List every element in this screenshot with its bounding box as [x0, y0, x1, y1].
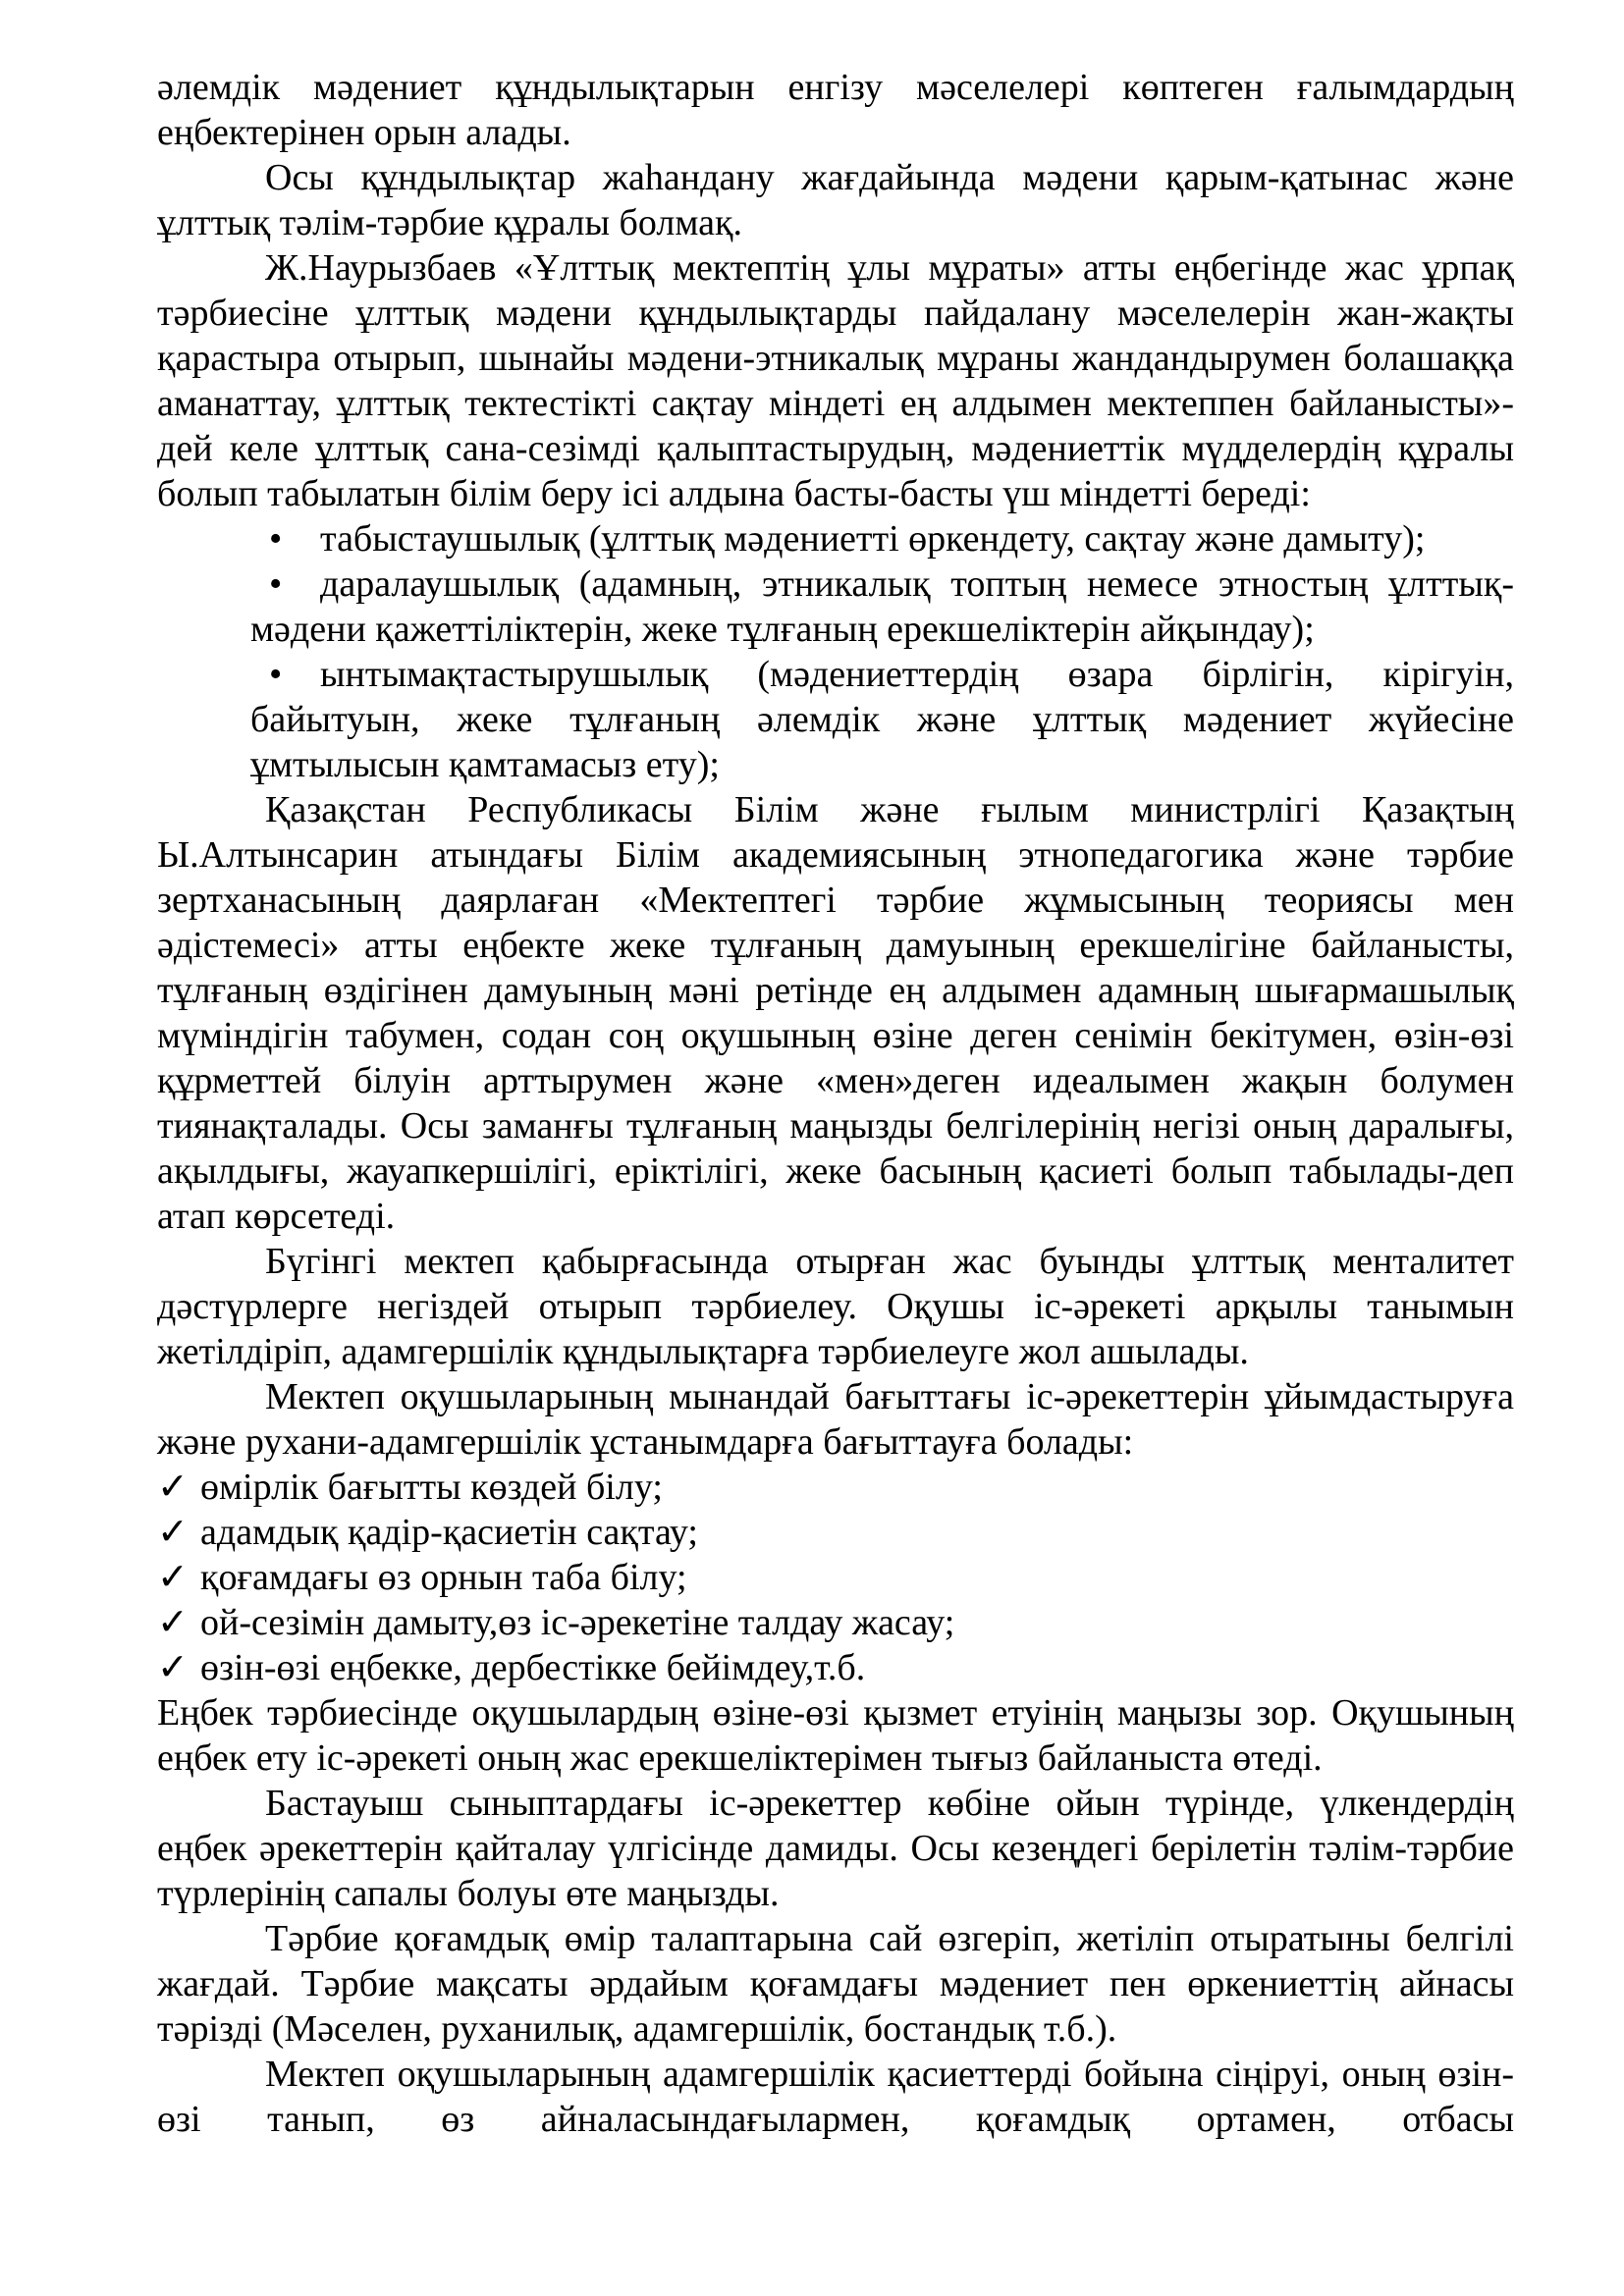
paragraph-continues-next-page: Мектеп оқушыларының адамгершілік қасиеттерді бойына сіңіруі, оның өзін-өзі танып, өз айналасындағылармен, қоғамдық ортамен, отбасы — [157, 2054, 1514, 2140]
paragraph: Еңбек тәрбиесінде оқушылардың өзіне-өзі қызмет етуінің маңызы зор. Оқушының еңбек ету іс-әрекеті оның жас ерекшеліктерімен тығыз байланыста өтеді. — [157, 1692, 1514, 1779]
paragraph: Ж.Наурызбаев «Ұлттық мектептің ұлы мұраты» атты еңбегінде жас ұрпақ тәрбиесіне ұлттық мәдени құндылықтарды пайдалану мәселелерін жан-жақты қарастыра отырып, шынайы мәдени-этникалық мұраны жандандырумен болашаққа аманаттау, ұлттық тектестікті сақтау міндеті ең алдымен мектеппен байланысты»-дей келе ұлттық сана-сезімді қалыптастырудың, мәдениеттік мүдделердің құралы болып табылатын білім беру ісі алдына басты-басты үш міндетті береді: — [157, 247, 1514, 514]
bullet-item-text: ынтымақтастырушылық (мәдениеттердің өзара бірлігін, кірігуін, байытуын, жеке тұлғаның әлемдік және ұлттық мәдениет жүйесіне ұмтылысын қамтамасыз ету); — [250, 654, 1514, 785]
check-item-text: өзін-өзі еңбекке, дербестікке бейімдеу,т.б. — [200, 1647, 866, 1688]
checkmark-icon: ✓ — [157, 1467, 189, 1508]
checkmark-icon: ✓ — [157, 1602, 189, 1643]
bullet-item-text: табыстаушылық (ұлттық мәдениетті өркендету, сақтау және дамыту); — [320, 518, 1426, 560]
bullet-item-text: даралаушылық (адамның, этникалық топтың немесе этностың ұлттық-мәдени қажеттіліктерін, жеке тұлғаның ерекшеліктерін айқындау); — [250, 563, 1514, 650]
bullet-icon: • — [269, 518, 283, 560]
checkmark-icon: ✓ — [157, 1557, 189, 1598]
paragraph: Тәрбие қоғамдық өмір талаптарына сай өзгеріп, жетіліп отыратыны белгілі жағдай. Тәрбие мақсаты әрдайым қоғамдағы мәдениет пен өркениеттің айнасы тәрізді (Мәселен, руханилық, адамгершілік, бостандық т.б.). — [157, 1918, 1514, 2050]
check-list-item — [157, 1600, 1514, 1645]
paragraph: Бүгінгі мектеп қабырғасында отырған жас буынды ұлттық менталитет дәстүрлерге негіздей отырып тәрбиелеу. Оқушы іс-әрекеті арқылы танымын жетілдіріп, адамгершілік құндылықтарға тәрбиелеуге жол ашылады. — [157, 1241, 1514, 1372]
check-list-item — [157, 1510, 1514, 1555]
check-item-text: адамдық қадір-қасиетін сақтау; — [200, 1512, 698, 1553]
bullet-list-item — [157, 516, 1514, 561]
bullet-list-item — [157, 561, 1514, 652]
paragraph: Осы құндылықтар жаһандану жағдайында мәдени қарым-қатынас және ұлттық тәлім-тәрбие құралы болмақ. — [157, 157, 1514, 243]
check-item-text: ой-сезімін дамыту,өз іс-әрекетіне талдау жасау; — [200, 1602, 955, 1643]
check-list-item — [157, 1645, 1514, 1690]
check-item-text: қоғамдағы өз орнын таба білу; — [200, 1557, 687, 1598]
bullet-icon: • — [269, 563, 283, 605]
checkmark-icon: ✓ — [157, 1512, 189, 1553]
paragraph: Бастауыш сыныптардағы іс-әрекеттер көбіне ойын түрінде, үлкендердің еңбек әрекеттерін қайталау үлгісінде дамиды. Осы кезеңдегі берілетін тәлім-тәрбие түрлерінің сапалы болуы өте маңызды. — [157, 1783, 1514, 1914]
checkmark-icon: ✓ — [157, 1647, 189, 1688]
paragraph: Мектеп оқушыларының мынандай бағыттағы іс-әрекеттерін ұйымдастыруға және рухани-адамгершілік ұстанымдарға бағыттауға болады: — [157, 1376, 1514, 1463]
bullet-icon: • — [269, 654, 283, 695]
bullet-list-item — [157, 652, 1514, 787]
paragraph: Қазақстан Республикасы Білім және ғылым министрлігі Қазақтың Ы.Алтынсарин атындағы Білім академиясының этнопедагогика және тәрбие зертханасының даярлаған «Мектептегі тәрбие жұмысының теориясы мен әдістемесі» атты еңбекте жеке тұлғаның дамуының ерекшелігіне байланысты, тұлғаның өздігінен дамуының мәні ретінде ең алдымен адамның шығармашылық мүміндігін табумен, содан соң оқушының өзіне деген сенімін бекітумен, өзін-өзі құрметтей білуін арттырумен және «мен»деген идеалымен жақын болумен тиянақталады. Осы заманғы тұлғаның маңызды белгілерінің негізі оның даралығы, ақылдығы, жауапкершілігі, еріктілігі, жеке басының қасиеті болып табылады-деп атап көрсетеді. — [157, 789, 1514, 1237]
check-list-item — [157, 1465, 1514, 1510]
check-list-item — [157, 1555, 1514, 1600]
paragraph-continuation: әлемдік мәдениет құндылықтарын енгізу мәселелері көптеген ғалымдардың еңбектерінен орын алады. — [157, 67, 1514, 153]
check-item-text: өмірлік бағытты көздей білу; — [200, 1467, 663, 1508]
